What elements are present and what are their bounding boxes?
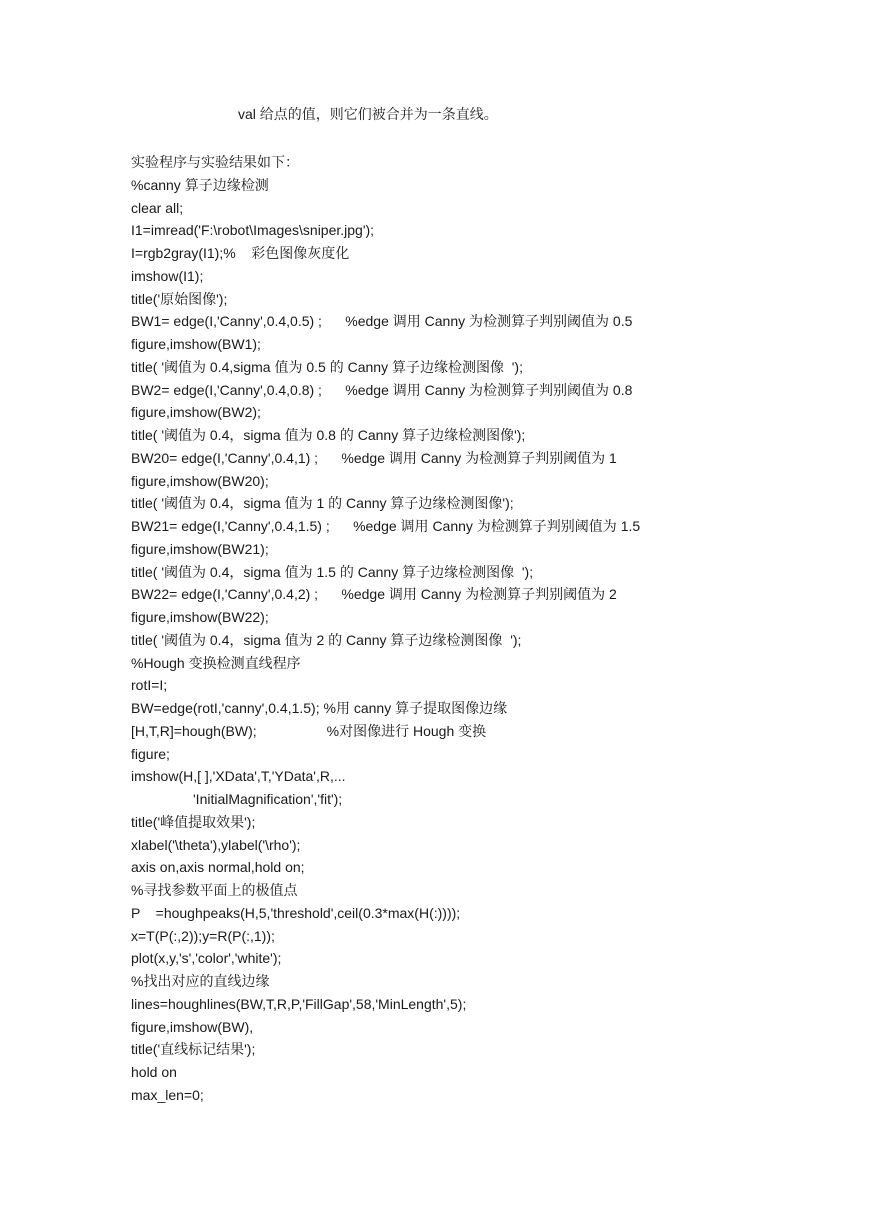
- code-comment: %寻找参数平面上的极值点: [131, 882, 298, 898]
- section-heading: 实验程序与实验结果如下：: [131, 154, 299, 170]
- code-line: figure,imshow(BW),: [131, 1018, 254, 1035]
- code-line: clear all;: [131, 199, 184, 216]
- code-line: xlabel('\theta'),ylabel('\rho');: [131, 836, 301, 853]
- code-line: figure,imshow(BW20);: [131, 472, 269, 489]
- code-line: title( '阈值为 0.4,sigma 值为 0.5 的 Canny 算子边缘检测图像 ');: [131, 358, 523, 375]
- code-comment: %canny 算子边缘检测: [131, 176, 269, 193]
- code-listing: [131, 151, 831, 1107]
- code-line: figure,imshow(BW22);: [131, 609, 269, 625]
- code-line: BW22= edge(I,'Canny',0.4,2) ; %edge 调用 Canny 为检测算子判别阈值为 2: [131, 586, 617, 603]
- code-line: max_len=0;: [131, 1086, 204, 1103]
- code-line: plot(x,y,'s','color','white');: [131, 950, 282, 967]
- code-line: figure,imshow(BW21);: [131, 540, 269, 557]
- code-line: title( '阈值为 0.4，sigma 值为 0.8 的 Canny 算子边缘检测图像');: [131, 427, 526, 443]
- code-line: BW1= edge(I,'Canny',0.4,0.5) ; %edge 调用 Canny 为检测算子判别阈值为 0.5: [131, 313, 633, 330]
- code-line: title('峰值提取效果');: [131, 813, 256, 830]
- code-line: BW=edge(rotI,'canny',0.4,1.5); %用 canny 算子提取图像边缘: [131, 700, 508, 716]
- code-line: title('原始图像');: [131, 290, 228, 307]
- code-line: title( '阈值为 0.4，sigma 值为 1 的 Canny 算子边缘检测图像');: [131, 495, 514, 512]
- code-line: [H,T,R]=hough(BW); %对图像进行 Hough 变换: [131, 722, 487, 739]
- code-line: BW20= edge(I,'Canny',0.4,1) ; %edge 调用 Canny 为检测算子判别阈值为 1: [131, 449, 617, 466]
- code-line: imshow(H,[ ],'XData',T,'YData',R,...: [131, 768, 346, 785]
- code-line: BW21= edge(I,'Canny',0.4,1.5) ; %edge 调用 Canny 为检测算子判别阈值为 1.5: [131, 518, 641, 534]
- code-line: title('直线标记结果');: [131, 1041, 256, 1058]
- code-line: figure,imshow(BW2);: [131, 404, 261, 421]
- code-line: BW2= edge(I,'Canny',0.4,0.8) ; %edge 调用 Canny 为检测算子判别阈值为 0.8: [131, 381, 633, 398]
- code-line: P =houghpeaks(H,5,'threshold',ceil(0.3*max(H(:))));: [131, 904, 461, 921]
- code-line: axis on,axis normal,hold on;: [131, 859, 305, 876]
- code-line: rotI=I;: [131, 677, 168, 694]
- code-comment: %Hough 变换检测直线程序: [131, 654, 301, 671]
- code-line: x=T(P(:,2));y=R(P(:,1));: [131, 927, 275, 944]
- intro-text: val 给点的值，则它们被合并为一条直线。: [238, 106, 498, 122]
- code-comment: %找出对应的直线边缘: [131, 973, 270, 989]
- code-line: lines=houghlines(BW,T,R,P,'FillGap',58,'MinLength',5);: [131, 995, 467, 1012]
- code-line: figure;: [131, 745, 170, 762]
- code-line-continuation: 'InitialMagnification','fit');: [193, 791, 343, 807]
- code-line: figure,imshow(BW1);: [131, 336, 261, 352]
- code-line: hold on: [131, 1064, 177, 1080]
- code-line: I1=imread('F:\robot\Images\sniper.jpg');: [131, 222, 375, 239]
- code-line: imshow(I1);: [131, 267, 204, 284]
- code-line: title( '阈值为 0.4，sigma 值为 2 的 Canny 算子边缘检测图像 ');: [131, 631, 522, 648]
- code-line: title( '阈值为 0.4，sigma 值为 1.5 的 Canny 算子边缘检测图像 ');: [131, 563, 534, 580]
- code-line: I=rgb2gray(I1);% 彩色图像灰度化: [131, 245, 350, 261]
